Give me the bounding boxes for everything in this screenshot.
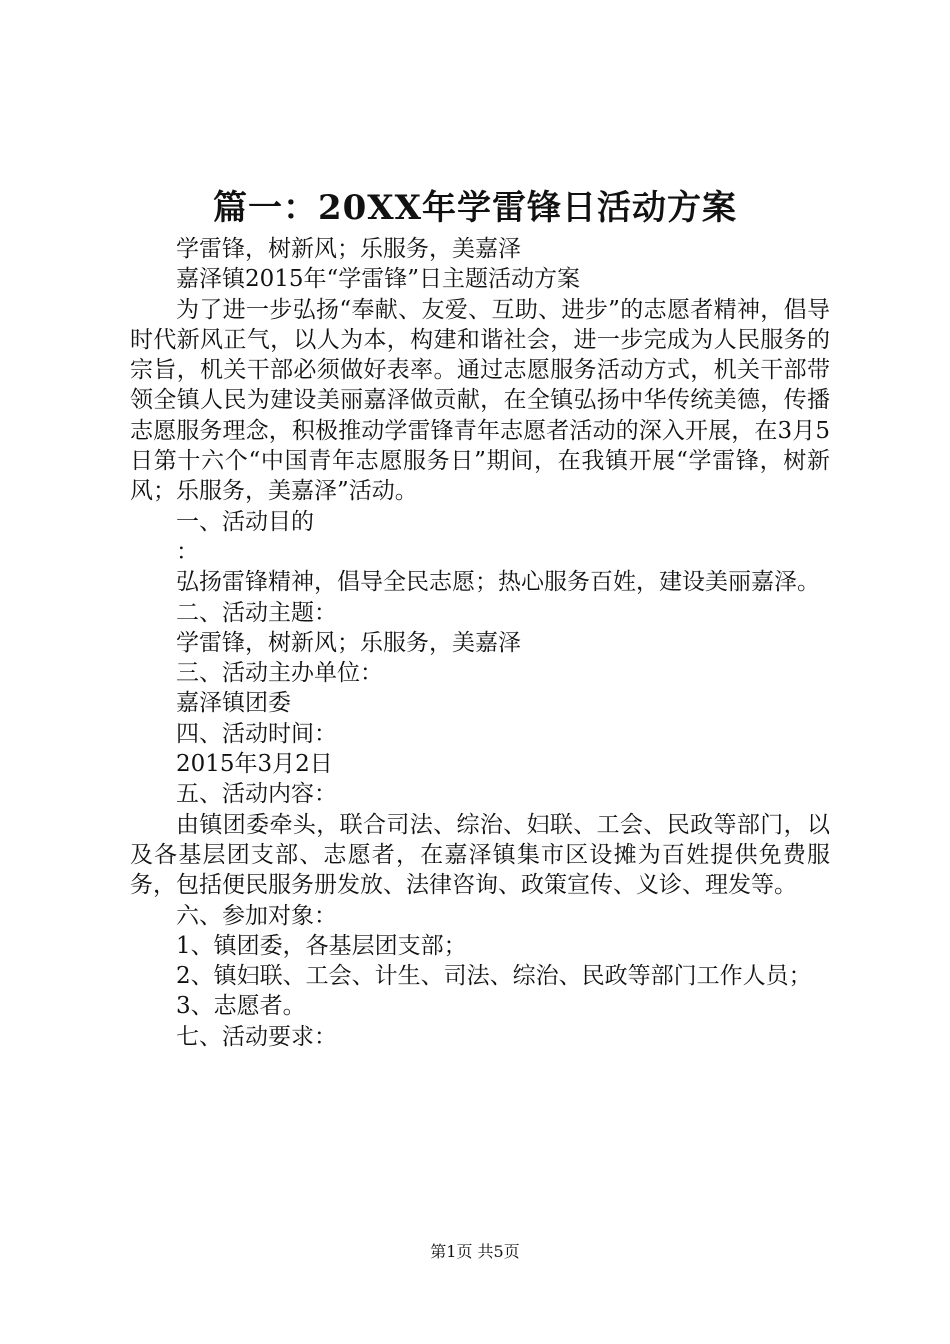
paragraph: 学雷锋，树新风；乐服务，美嘉泽 [176,236,521,262]
section-heading: 七、活动要求： [176,1023,337,1050]
paragraph: 嘉泽镇团委 [176,690,291,717]
document-body [130,234,830,1052]
section-heading: 五、活动内容： [176,781,337,808]
paragraph: 弘扬雷锋精神，倡导全民志愿；热心服务百姓，建设美丽嘉泽。 [176,569,820,596]
page-footer: 第1页 共5页 [430,1242,520,1261]
list-item: 3、志愿者。 [176,993,306,1020]
section-heading: 六、参加对象： [176,902,337,929]
paragraph: 为了进一步弘扬“奉献、友爱、互助、进步”的志愿者精神，倡导时代新风正气，以人为本，构建和谐社会，进一步完成为人民服务的宗旨，机关干部必须做好表率。通过志愿服务活动方式，机关干部带领全镇人民为建设美丽嘉泽做贡献，在全镇弘扬中华传统美德，传播志愿服务理念，积极推动学雷锋青年志愿者活动的深入开展，在3月5日第十六个“中国青年志愿服务日”期间，在我镇开展“学雷锋，树新风；乐服务，美嘉泽”活动。 [130,296,830,505]
section-heading: 三、活动主办单位： [176,660,383,687]
paragraph: 嘉泽镇2015年“学雷锋”日主题活动方案 [176,266,581,293]
paragraph: 由镇团委牵头，联合司法、综治、妇联、工会、民政等部门，以及各基层团支部、志愿者，在嘉泽镇集市区设摊为百姓提供免费服务，包括便民服务册发放、法律咨询、政策宣传、义诊、理发等。 [130,811,830,899]
list-item: 2、镇妇联、工会、计生、司法、综治、民政等部门工作人员； [176,963,812,990]
paragraph: ： [176,538,199,565]
document-title: 篇一：20XX年学雷锋日活动方案 [212,188,738,228]
list-item: 1、镇团委，各基层团支部； [176,932,467,959]
paragraph: 2015年3月2日 [176,751,333,778]
section-heading: 四、活动时间： [176,720,337,747]
section-heading: 一、活动目的 [176,508,314,535]
section-heading: 二、活动主题： [176,599,337,626]
paragraph: 学雷锋，树新风；乐服务，美嘉泽 [176,629,521,656]
